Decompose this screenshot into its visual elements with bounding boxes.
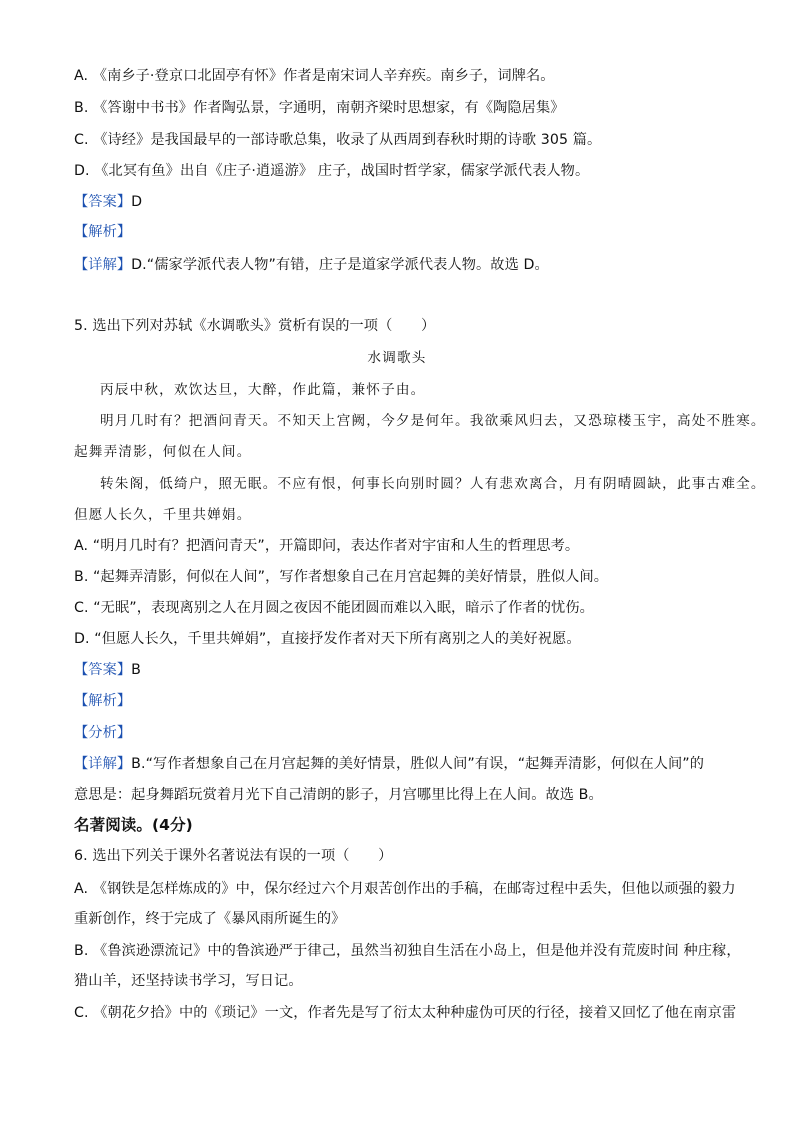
section-heading: 名著阅读。(4分) bbox=[74, 816, 193, 834]
q4-analysis-tag: 【解析】 bbox=[74, 224, 132, 240]
q4-option-a: A. 《南乡子·登京口北固亭有怀》作者是南宋词人辛弃疾。南乡子，词牌名。 bbox=[74, 68, 555, 84]
q5-detail-cont: 意思是：起身舞蹈玩赏着月光下自己清朗的影子，月宫哪里比得上在人间。故选 B。 bbox=[74, 787, 603, 803]
detail-text: B.“写作者想象自己在月宫起舞的美好情景，胜似人间”有误，“起舞弄清影，何似在人间”的 bbox=[131, 756, 705, 772]
poem-line: 转朱阁，低绮户，照无眠。不应有恨，何事长向别时圆？人有悲欢离合，月有阴晴圆缺，此事古难全。 bbox=[100, 476, 766, 492]
answer-tag: 【答案】 bbox=[74, 194, 132, 210]
poem-line: 但愿人长久，千里共婵娟。 bbox=[74, 507, 252, 523]
q6-option-a-cont: 重新创作，终于完成了《暴风雨所诞生的》 bbox=[74, 911, 346, 927]
q6-stem: 6. 选出下列关于课外名著说法有误的一项（ ） bbox=[74, 848, 393, 864]
poem-preface: 丙辰中秋，欢饮达旦，大醉，作此篇，兼怀子由。 bbox=[100, 382, 426, 398]
q5-analysis-tag: 【解析】 bbox=[74, 693, 132, 709]
q5-option-a: A. “明月几时有？把酒问青天”，开篇即问，表达作者对宇宙和人生的哲理思考。 bbox=[74, 538, 580, 554]
poem-line: 起舞弄清影，何似在人间。 bbox=[74, 444, 252, 460]
q5-fenxi-tag: 【分析】 bbox=[74, 725, 132, 741]
q5-stem: 5. 选出下列对苏轼《水调歌头》赏析有误的一项（ ） bbox=[74, 318, 436, 334]
poem-title: 水调歌头 bbox=[367, 350, 427, 366]
poem-line: 明月几时有？把酒问青天。不知天上宫阙，今夕是何年。我欲乘风归去，又恐琼楼玉宇，高处不胜寒。 bbox=[100, 413, 766, 429]
q4-option-d: D. 《北冥有鱼》出自《庄子·逍遥游》 庄子，战国时哲学家，儒家学派代表人物。 bbox=[74, 163, 590, 179]
q4-option-c: C. 《诗经》是我国最早的一部诗歌总集，收录了从西周到春秋时期的诗歌 305 篇。 bbox=[74, 132, 602, 148]
detail-tag: 【详解】 bbox=[74, 756, 132, 772]
q4-detail bbox=[74, 255, 549, 275]
q4-answer bbox=[74, 192, 142, 212]
detail-text: D.“儒家学派代表人物”有错，庄子是道家学派代表人物。故选 D。 bbox=[131, 257, 549, 273]
answer-value: D bbox=[131, 194, 143, 210]
q5-answer bbox=[74, 660, 141, 680]
answer-value: B bbox=[131, 662, 141, 678]
q4-option-b: B. 《答谢中书书》作者陶弘景，字通明，南朝齐梁时思想家，有《陶隐居集》 bbox=[74, 100, 565, 116]
q5-option-d: D. “但愿人长久，千里共婵娟”，直接抒发作者对天下所有离别之人的美好祝愿。 bbox=[74, 631, 581, 647]
q5-detail bbox=[74, 754, 704, 774]
q6-option-a: A. 《钢铁是怎样炼成的》中，保尔经过六个月艰苦创作出的手稿，在邮寄过程中丢失，但他以顽强的毅力 bbox=[74, 881, 736, 897]
answer-tag: 【答案】 bbox=[74, 662, 132, 678]
detail-tag: 【详解】 bbox=[74, 257, 132, 273]
q5-option-b: B. “起舞弄清影，何似在人间”，写作者想象自己在月宫起舞的美好情景，胜似人间。 bbox=[74, 569, 609, 585]
q5-option-c: C. “无眠”，表现离别之人在月圆之夜因不能团圆而难以入眠，暗示了作者的忧伤。 bbox=[74, 600, 594, 616]
q6-option-b: B. 《鲁滨逊漂流记》中的鲁滨逊严于律己，虽然当初独自生活在小岛上，但是他并没有荒废时间 种庄稼， bbox=[74, 943, 741, 959]
q6-option-b-cont: 猎山羊，还坚持读书学习，写日记。 bbox=[74, 973, 303, 989]
q6-option-c: C. 《朝花夕拾》中的《琐记》一文，作者先是写了衍太太种种虚伪可厌的行径，接着又回忆了他在南京雷 bbox=[74, 1005, 737, 1021]
